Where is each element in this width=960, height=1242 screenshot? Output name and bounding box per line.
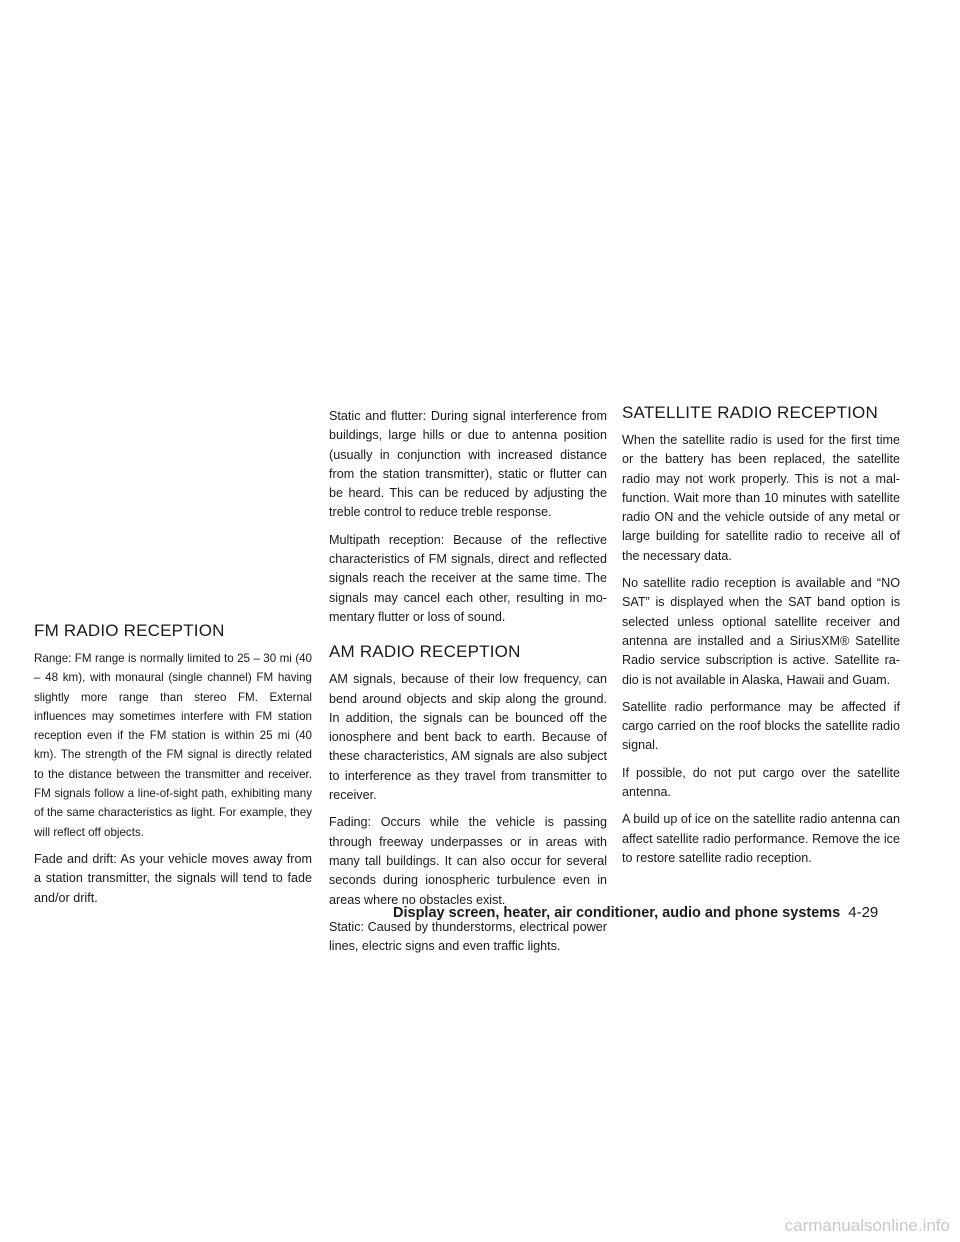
column-middle — [329, 407, 607, 964]
am-fading-paragraph: Fading: Occurs while the vehicle is passing through freeway underpasses or in areas with many tall buildings. It can also occur for several seconds during ionospheric turbulence even in areas where no obstacles exist. — [329, 815, 607, 907]
column-left — [34, 620, 312, 916]
sat-cargo-paragraph: Satellite radio performance may be affected if cargo carried on the roof blocks the satellite radio signal. — [622, 699, 900, 753]
page-footer — [393, 904, 938, 921]
sat-first-use-paragraph: When the satellite radio is used for the first time or the battery has been replaced, the satellite radio may not work properly. This is not a malfunction. Wait more than 10 minutes with satellite radio ON and the vehicle outside of any metal or large building for satellite radio to receive all of the necessary data. — [622, 433, 900, 563]
sat-no-sat-paragraph: No satellite radio reception is available and “NO SAT” is displayed when the SAT band option is selected unless optional satellite receiver and antenna are installed and a SiriusXM® Satellite Radio service subscription is active. Satellite radio is not available in Alaska, Hawaii and Guam. — [622, 576, 900, 687]
fm-heading: FM RADIO RECEPTION — [34, 621, 225, 640]
footer-section-title: Display screen, heater, air conditioner, audio and phone systems — [393, 905, 841, 921]
watermark-text: carmanualsonline.info — [784, 1216, 950, 1235]
am-heading: AM RADIO RECEPTION — [329, 642, 521, 662]
am-static-paragraph: Static: Caused by thunderstorms, electrical power lines, electric signs and even traffic lights. — [329, 919, 607, 954]
page-number: 4-29 — [848, 904, 879, 921]
fm-multipath-paragraph: Multipath reception: Because of the reflective characteristics of FM signals, direct and reflected signals reach the receiver at the same time. The signals may cancel each other, resulting in momentary flutter or loss of sound. — [329, 532, 607, 624]
fm-fade-paragraph: Fade and drift: As your vehicle moves away from a station transmitter, the signals will tend to fade and/or drift. — [34, 851, 312, 905]
sat-heading: SATELLITE RADIO RECEPTION — [622, 403, 878, 422]
column-right — [622, 402, 900, 876]
am-intro-paragraph: AM signals, because of their low frequency, can bend around objects and skip along the ground. In addition, the signals can be bounced off the ionosphere and bent back to earth. Because of these characteristics, AM signals are also subject to interference as they travel from transmitter to receiver. — [329, 672, 607, 803]
fm-static-paragraph: Static and flutter: During signal interference from buildings, large hills or due to antenna position (usually in conjunction with increased distance from the station transmitter), static or flutter can be heard. This can be reduced by adjusting the treble control to reduce treble response. — [329, 409, 607, 520]
fm-range-paragraph: Range: FM range is normally limited to 25 – 30 mi (40 – 48 km), with monaural (single channel) FM having slightly more range than stereo FM. External influences may sometimes interfere with FM station reception even if the FM station is within 25 mi (40 km). The strength of the FM signal is directly related to the distance between the transmitter and receiver. FM signals follow a line-of-sight path, exhibiting many of the same characteristics as light. For example, they will reflect off objects. — [34, 652, 312, 839]
sat-antenna-paragraph: If possible, do not put cargo over the satellite antenna. — [622, 765, 900, 800]
sat-ice-paragraph: A build up of ice on the satellite radio antenna can affect satellite radio performance. Remove the ice to restore satellite radio reception. — [622, 812, 900, 865]
